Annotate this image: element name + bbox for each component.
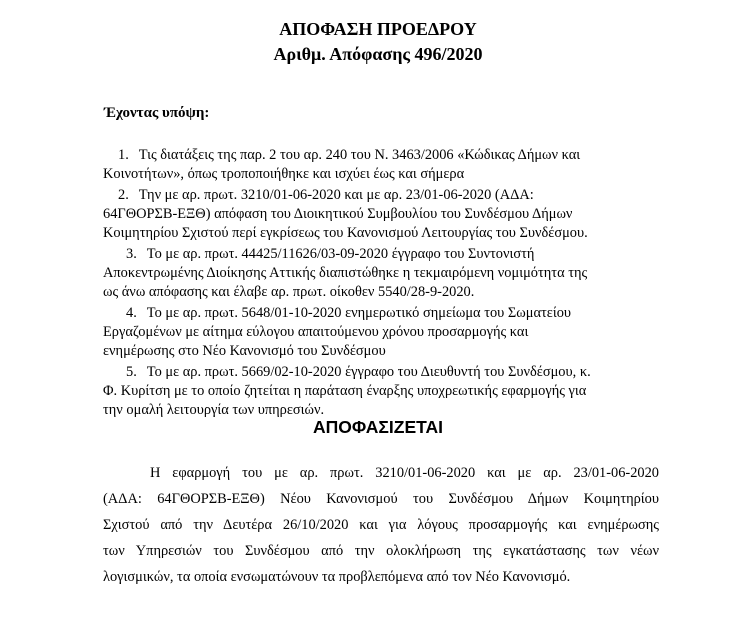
clause-text: Αποκεντρωμένης Διοίκησης Αττικής διαπιστώθηκε η τεκμαιρόμενη νομιμότητα της <box>103 265 588 281</box>
clause-number: 2. <box>118 187 129 203</box>
clauses-list <box>0 146 756 422</box>
clause-number: 4. <box>126 305 137 321</box>
clause-2 <box>0 186 756 243</box>
decision-number: Αριθμ. Απόφασης 496/2020 <box>273 44 483 64</box>
clause-text: Το με αρ. πρωτ. 5669/02-10-2020 έγγραφο του Διευθυντή του Συνδέσμου, κ. <box>146 364 591 380</box>
clause-text: ενημέρωσης στο Νέο Κανονισμό του Συνδέσμου <box>103 343 386 359</box>
clause-number: 5. <box>126 364 137 380</box>
clause-text: Το με αρ. πρωτ. 5648/01-10-2020 ενημερωτικό σημείωμα του Σωματείου <box>146 305 572 321</box>
clause-text: Φ. Κυρίτση με το οποίο ζητείται η παράταση έναρξης υποχρεωτικής εφαρμογής για <box>103 383 587 399</box>
clause-number: 1. <box>118 147 129 163</box>
considering-heading: Έχοντας υπόψη: <box>104 105 210 121</box>
clause-text: Κοιμητηρίου Σχιστού περί εγκρίσεως του Κανονισμού Λειτουργίας του Συνδέσμου. <box>103 225 588 241</box>
decision-line: των Υπηρεσιών του Συνδέσμου από την ολοκλήρωση της εγκατάστασης των νέων <box>103 543 659 559</box>
clause-4 <box>0 304 756 361</box>
clause-number: 3. <box>126 246 137 262</box>
clause-text: Το με αρ. πρωτ. 44425/11626/03-09-2020 έγγραφο του Συντονιστή <box>146 246 535 262</box>
clause-text: την ομαλή λειτουργία των υπηρεσιών. <box>103 402 325 418</box>
clause-3 <box>0 245 756 302</box>
clause-text: ως άνω απόφασης και έλαβε αρ. πρωτ. οίκοθεν 5540/28-9-2020. <box>103 284 475 300</box>
clause-text: Τις διατάξεις της παρ. 2 του αρ. 240 του Ν. 3463/2006 «Κώδικας Δήμων και <box>138 147 581 163</box>
decision-line: Σχιστού από την Δευτέρα 26/10/2020 και για λόγους προσαρμογής και ενημέρωσης <box>103 517 659 533</box>
clause-text: Εργαζομένων με αίτημα εύλογου απαιτούμενου χρόνου προσαρμογής και <box>103 324 529 340</box>
clause-5 <box>0 363 756 420</box>
decision-paragraph <box>103 460 659 590</box>
document-title: ΑΠΟΦΑΣΗ ΠΡΟΕΔΡΟΥ <box>279 19 477 39</box>
decision-line: Η εφαρμογή του με αρ. πρωτ. 3210/01-06-2020 και με αρ. 23/01-06-2020 <box>150 465 659 481</box>
clause-text: 64ΓΘΟΡΣΒ-ΕΞΘ) απόφαση του Διοικητικού Συμβουλίου του Συνδέσμου Δήμων <box>103 206 573 222</box>
decision-line: (ΑΔΑ: 64ΓΘΟΡΣΒ-ΕΞΘ) Νέου Κανονισμού του Συνδέσμου Δήμων Κοιμητηρίου <box>103 491 659 507</box>
decides-heading: ΑΠΟΦΑΣΙΖΕΤΑΙ <box>312 417 444 437</box>
clause-text: Την με αρ. πρωτ. 3210/01-06-2020 και με αρ. 23/01-06-2020 (ΑΔΑ: <box>138 187 534 203</box>
clause-text: Κοινοτήτων», όπως τροποποιήθηκε και ισχύει έως και σήμερα <box>103 166 465 182</box>
decision-line: λογισμικών, τα οποία ενσωματώνουν τα προβλεπόμενα από τον Νέο Κανονισμό. <box>103 569 571 585</box>
clause-1 <box>0 146 756 184</box>
